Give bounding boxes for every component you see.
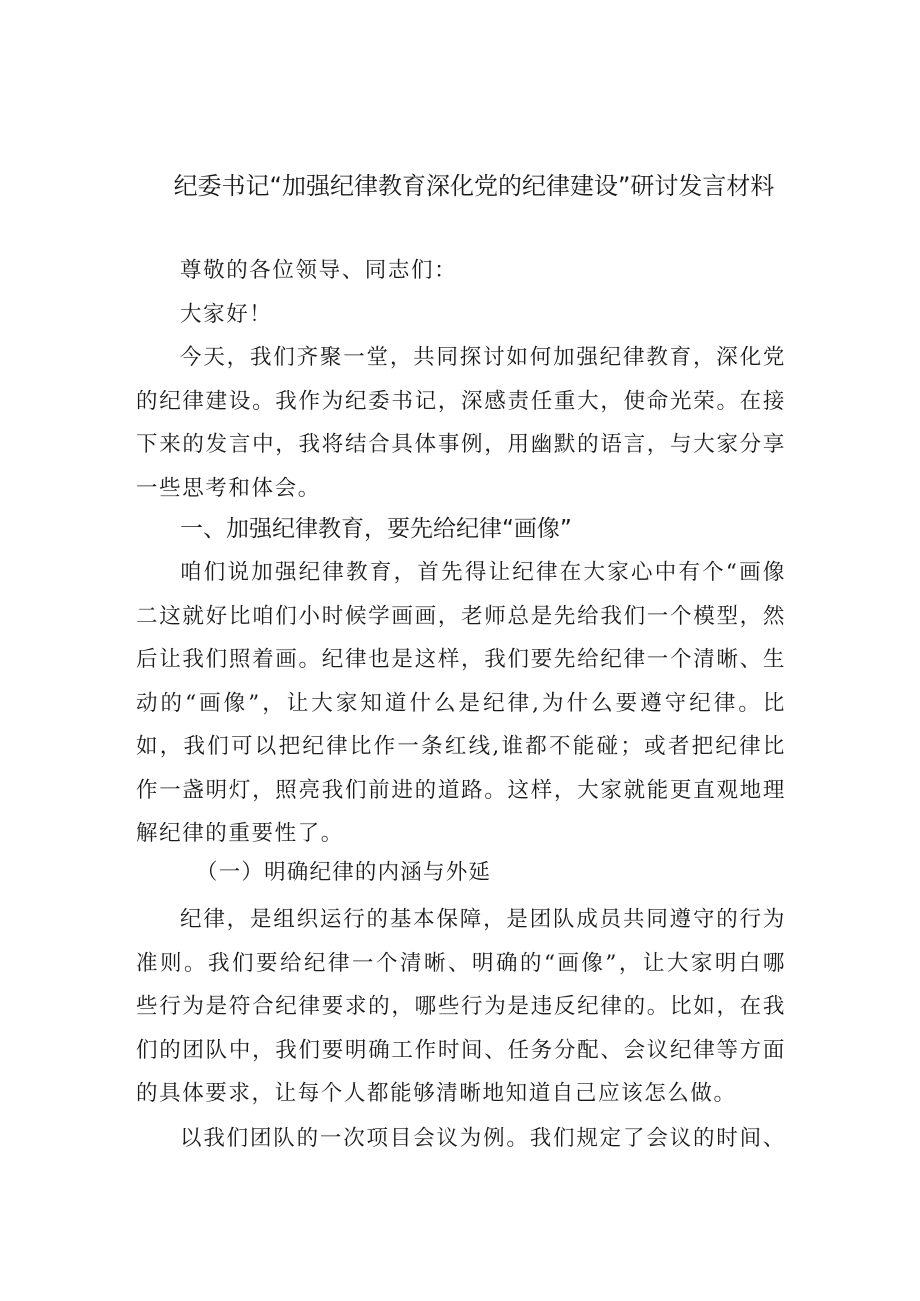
paragraph-line: 作一盏明灯，照亮我们前进的道路。这样，大家就能更直观地理 (136, 777, 786, 803)
paragraph-line: 今天，我们齐聚一堂，共同探讨如何加强纪律教育，深化党 (180, 345, 786, 370)
paragraph-line: 的具体要求，让每个人都能够清晰地知道自己应该怎么做。 (136, 1081, 737, 1106)
paragraph-line: 二这就好比咱们小时候学画画，老师总是先给我们一个模型，然 (136, 603, 786, 629)
example-paragraph (136, 1117, 786, 1161)
paragraph-line: 后让我们照着画。纪律也是这样，我们要先给纪律一个清晰、生 (136, 647, 786, 672)
paragraph-line: 解纪律的重要性了。 (136, 821, 344, 846)
paragraph-line: 下来的发言中，我将结合具体事例，用幽默的语言，与大家分享 (136, 432, 786, 457)
intro-paragraph (136, 336, 786, 510)
paragraph-line: 们的团队中，我们要明确工作时间、任务分配、会议纪律等方面 (136, 1037, 786, 1063)
paragraph-line: 一些思考和体会。 (136, 475, 321, 501)
paragraph-line: 的纪律建设。我作为纪委书记，深感责任重大，使命光荣。在接 (136, 388, 786, 414)
salutation: 大家好！ (180, 301, 273, 327)
subsection-heading: （一）明确纪律的内涵与外延 (196, 860, 492, 885)
paragraph-line: 动的“画像”，让大家知道什么是纪律,为什么要遵守纪律。比 (136, 690, 786, 716)
paragraph-line: 咱们说加强纪律教育，首先得让纪律在大家心中有个“画像 (180, 560, 786, 585)
paragraph-line: 如，我们可以把纪律比作一条红线,谁都不能碰；或者把纪律比 (136, 734, 786, 759)
paragraph-line: 以我们团队的一次项目会议为例。我们规定了会议的时间、 (180, 1126, 786, 1151)
paragraph-line: 些行为是符合纪律要求的，哪些行为是违反纪律的。比如，在我 (136, 994, 786, 1019)
paragraph-line: 准则。我们要给纪律一个清晰、明确的“画像”，让大家明白哪 (136, 950, 786, 976)
subsection1-paragraph (136, 898, 786, 1116)
section1-paragraph (136, 551, 786, 856)
section-heading: 一、加强纪律教育，要先给纪律“画像” (180, 516, 572, 542)
document-title: 纪委书记“加强纪律教育深化党的纪律建设”研讨发言材料 (173, 172, 775, 200)
greeting: 尊敬的各位领导、同志们： (180, 258, 458, 283)
greeting-block (136, 249, 786, 336)
paragraph-line: 纪律，是组织运行的基本保障，是团队成员共同遵守的行为 (180, 907, 786, 932)
